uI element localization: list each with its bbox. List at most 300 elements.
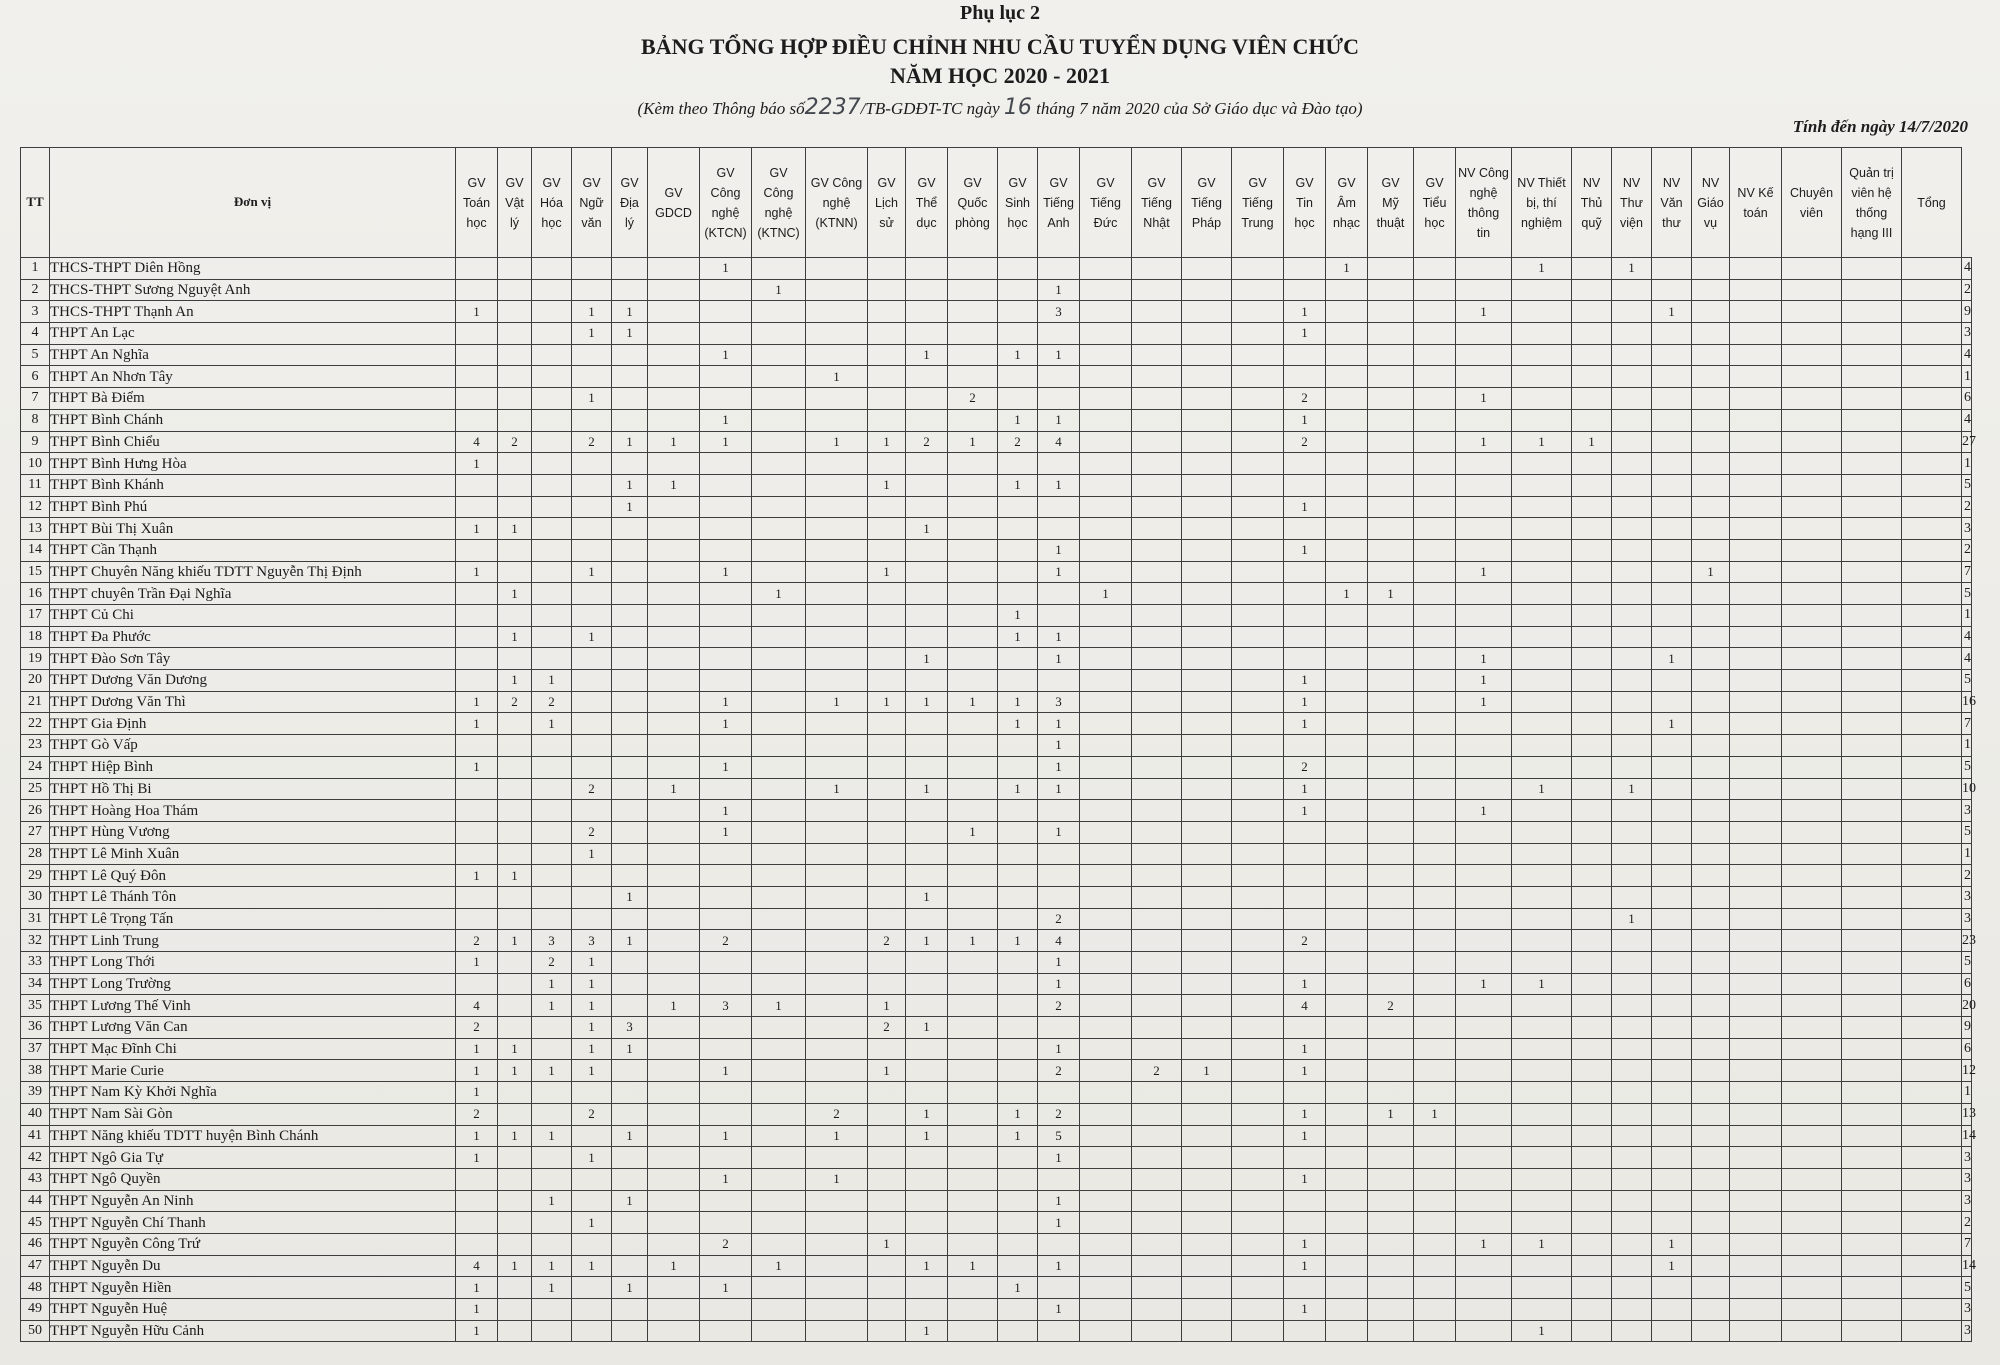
value-cell: 1 — [1368, 1103, 1414, 1125]
value-cell — [948, 453, 998, 475]
value-cell — [1326, 1147, 1368, 1169]
value-cell — [1132, 1038, 1182, 1060]
value-cell: 4 — [1038, 431, 1080, 453]
table-row — [21, 344, 1972, 366]
value-cell — [1612, 886, 1652, 908]
value-cell — [1902, 388, 1962, 410]
value-cell — [456, 626, 498, 648]
value-cell — [1414, 1147, 1456, 1169]
value-cell — [1572, 539, 1612, 561]
unit-name: THCS-THPT Sương Nguyệt Anh — [50, 279, 456, 301]
total-cell: 1 — [1962, 605, 1972, 627]
value-cell — [998, 821, 1038, 843]
unit-name: THPT Đa Phước — [50, 626, 456, 648]
value-cell — [1652, 626, 1692, 648]
value-cell — [456, 344, 498, 366]
value-cell — [1368, 756, 1414, 778]
value-cell — [700, 778, 752, 800]
value-cell — [1782, 1125, 1842, 1147]
value-cell: 1 — [1038, 344, 1080, 366]
value-cell — [1182, 626, 1232, 648]
value-cell — [1730, 821, 1782, 843]
value-cell — [648, 409, 700, 431]
value-cell — [648, 1320, 700, 1342]
value-cell — [1182, 1168, 1232, 1190]
value-cell — [806, 496, 868, 518]
value-cell — [1368, 648, 1414, 670]
value-cell — [700, 670, 752, 692]
value-cell — [1572, 1255, 1612, 1277]
handwritten-number: 2237 — [804, 95, 861, 120]
value-cell — [1080, 258, 1132, 280]
value-cell — [1572, 1320, 1612, 1342]
value-cell — [1326, 496, 1368, 518]
value-cell — [1572, 518, 1612, 540]
unit-name: THPT Chuyên Năng khiếu TDTT Nguyễn Thị Định — [50, 561, 456, 583]
value-cell — [806, 626, 868, 648]
unit-name: THPT An Lạc — [50, 323, 456, 345]
value-cell — [806, 1147, 868, 1169]
value-cell — [1692, 605, 1730, 627]
value-cell — [1080, 886, 1132, 908]
table-row — [21, 323, 1972, 345]
value-cell — [806, 605, 868, 627]
value-cell — [498, 474, 532, 496]
value-cell — [572, 258, 612, 280]
value-cell — [1652, 1038, 1692, 1060]
value-cell — [1842, 843, 1902, 865]
value-cell: 1 — [1038, 474, 1080, 496]
value-cell — [868, 258, 906, 280]
value-cell — [1782, 496, 1842, 518]
total-cell: 4 — [1962, 409, 1972, 431]
value-cell — [1456, 1255, 1512, 1277]
unit-name: THPT Bình Phú — [50, 496, 456, 518]
value-cell — [1782, 865, 1842, 887]
value-cell — [868, 1103, 906, 1125]
value-cell — [1232, 821, 1284, 843]
value-cell — [1368, 1038, 1414, 1060]
value-cell — [612, 995, 648, 1017]
value-cell: 1 — [1284, 1125, 1326, 1147]
value-cell — [1080, 1038, 1132, 1060]
value-cell — [532, 366, 572, 388]
value-cell — [1782, 279, 1842, 301]
row-number: 9 — [21, 431, 50, 453]
value-cell: 3 — [1038, 691, 1080, 713]
value-cell: 1 — [612, 431, 648, 453]
value-cell — [1232, 1147, 1284, 1169]
value-cell — [1456, 1082, 1512, 1104]
value-cell — [906, 1277, 948, 1299]
value-cell — [1782, 973, 1842, 995]
value-cell — [752, 1147, 806, 1169]
value-cell — [1414, 995, 1456, 1017]
value-cell: 1 — [1456, 561, 1512, 583]
row-number: 30 — [21, 886, 50, 908]
row-number: 20 — [21, 670, 50, 692]
value-cell — [1782, 518, 1842, 540]
value-cell — [1456, 930, 1512, 952]
total-cell: 3 — [1962, 800, 1972, 822]
note-text-1: (Kèm theo Thông báo số — [637, 99, 805, 118]
total-cell: 5 — [1962, 821, 1972, 843]
value-cell: 1 — [700, 821, 752, 843]
value-cell — [752, 1320, 806, 1342]
value-cell — [868, 865, 906, 887]
value-cell — [1730, 1320, 1782, 1342]
value-cell — [998, 1147, 1038, 1169]
value-cell: 2 — [532, 691, 572, 713]
value-cell — [1612, 691, 1652, 713]
value-cell — [498, 1212, 532, 1234]
column-header: GV Tiểu học — [1414, 148, 1456, 258]
value-cell — [806, 583, 868, 605]
value-cell: 1 — [1284, 1060, 1326, 1082]
value-cell — [1842, 626, 1902, 648]
value-cell — [648, 865, 700, 887]
value-cell — [998, 886, 1038, 908]
value-cell: 1 — [1456, 431, 1512, 453]
value-cell — [1080, 800, 1132, 822]
value-cell — [998, 388, 1038, 410]
value-cell: 1 — [1038, 952, 1080, 974]
value-cell — [1038, 605, 1080, 627]
value-cell — [532, 1320, 572, 1342]
value-cell — [1080, 344, 1132, 366]
unit-name: THPT An Nghĩa — [50, 344, 456, 366]
table-row — [21, 1255, 1972, 1277]
value-cell: 1 — [948, 821, 998, 843]
value-cell — [1414, 800, 1456, 822]
value-cell — [806, 301, 868, 323]
value-cell — [906, 1147, 948, 1169]
value-cell — [572, 1082, 612, 1104]
row-number: 27 — [21, 821, 50, 843]
value-cell: 1 — [498, 583, 532, 605]
value-cell — [1080, 995, 1132, 1017]
value-cell — [612, 952, 648, 974]
value-cell — [532, 1212, 572, 1234]
value-cell: 1 — [498, 865, 532, 887]
value-cell — [948, 908, 998, 930]
value-cell — [806, 713, 868, 735]
value-cell: 2 — [498, 691, 532, 713]
value-cell — [648, 539, 700, 561]
value-cell: 1 — [1038, 1190, 1080, 1212]
unit-name: THPT Ngô Quyền — [50, 1168, 456, 1190]
value-cell — [1692, 973, 1730, 995]
value-cell — [572, 1125, 612, 1147]
value-cell — [1038, 583, 1080, 605]
value-cell — [806, 539, 868, 561]
value-cell — [1512, 995, 1572, 1017]
value-cell — [752, 496, 806, 518]
value-cell — [906, 735, 948, 757]
value-cell — [1182, 1038, 1232, 1060]
value-cell: 1 — [572, 1255, 612, 1277]
value-cell — [1612, 1060, 1652, 1082]
value-cell — [1902, 1168, 1962, 1190]
value-cell — [1182, 691, 1232, 713]
value-cell — [998, 865, 1038, 887]
value-cell — [1612, 865, 1652, 887]
total-cell: 3 — [1962, 1147, 1972, 1169]
value-cell — [1414, 1017, 1456, 1039]
value-cell — [1456, 344, 1512, 366]
value-cell — [1572, 605, 1612, 627]
unit-name: THPT Hồ Thị Bi — [50, 778, 456, 800]
value-cell — [868, 518, 906, 540]
value-cell — [1902, 409, 1962, 431]
value-cell — [1132, 431, 1182, 453]
value-cell — [1512, 1168, 1572, 1190]
total-cell: 7 — [1962, 713, 1972, 735]
value-cell — [1182, 279, 1232, 301]
value-cell — [1414, 1125, 1456, 1147]
header-row — [21, 148, 1972, 258]
unit-name: THPT Long Thới — [50, 952, 456, 974]
unit-name: THPT Nguyễn An Ninh — [50, 1190, 456, 1212]
value-cell — [456, 366, 498, 388]
value-cell — [1284, 561, 1326, 583]
total-cell: 6 — [1962, 973, 1972, 995]
value-cell: 2 — [498, 431, 532, 453]
value-cell — [1182, 1103, 1232, 1125]
value-cell — [1038, 1017, 1080, 1039]
value-cell — [700, 583, 752, 605]
value-cell — [1232, 366, 1284, 388]
value-cell — [1368, 670, 1414, 692]
value-cell — [1692, 756, 1730, 778]
document-title: BẢNG TỔNG HỢP ĐIỀU CHỈNH NHU CẦU TUYỂN DỤNG VIÊN CHỨC — [641, 34, 1359, 59]
value-cell — [1080, 518, 1132, 540]
value-cell — [1512, 626, 1572, 648]
value-cell — [1782, 258, 1842, 280]
value-cell — [572, 279, 612, 301]
value-cell — [1612, 1255, 1652, 1277]
unit-name: THPT Marie Curie — [50, 1060, 456, 1082]
value-cell — [1456, 366, 1512, 388]
row-number: 16 — [21, 583, 50, 605]
value-cell: 1 — [1456, 1233, 1512, 1255]
value-cell — [1842, 1255, 1902, 1277]
value-cell — [1132, 843, 1182, 865]
value-cell — [1652, 431, 1692, 453]
value-cell — [1692, 930, 1730, 952]
value-cell — [1368, 713, 1414, 735]
unit-name: THCS-THPT Thạnh An — [50, 301, 456, 323]
column-header: NV Văn thư — [1652, 148, 1692, 258]
value-cell — [806, 561, 868, 583]
value-cell — [1842, 1082, 1902, 1104]
value-cell — [1038, 886, 1080, 908]
value-cell — [1232, 496, 1284, 518]
value-cell — [1284, 1082, 1326, 1104]
value-cell — [1730, 886, 1782, 908]
value-cell — [1572, 930, 1612, 952]
value-cell — [1326, 713, 1368, 735]
value-cell — [572, 1233, 612, 1255]
value-cell — [1414, 583, 1456, 605]
value-cell — [648, 388, 700, 410]
value-cell — [1232, 1320, 1284, 1342]
value-cell — [456, 778, 498, 800]
value-cell — [1730, 713, 1782, 735]
row-number: 32 — [21, 930, 50, 952]
value-cell — [1132, 496, 1182, 518]
column-header: GV Ngữ văn — [572, 148, 612, 258]
value-cell: 1 — [1284, 691, 1326, 713]
value-cell — [1572, 1147, 1612, 1169]
value-cell: 1 — [700, 691, 752, 713]
value-cell — [1692, 1299, 1730, 1321]
row-number: 8 — [21, 409, 50, 431]
value-cell — [1842, 800, 1902, 822]
row-number: 31 — [21, 908, 50, 930]
value-cell: 1 — [572, 1060, 612, 1082]
unit-name: THPT Lê Trọng Tấn — [50, 908, 456, 930]
value-cell — [700, 1082, 752, 1104]
value-cell: 1 — [456, 952, 498, 974]
value-cell — [1730, 778, 1782, 800]
value-cell — [1080, 605, 1132, 627]
value-cell — [906, 279, 948, 301]
value-cell — [1842, 1277, 1902, 1299]
value-cell — [752, 1233, 806, 1255]
value-cell: 1 — [532, 973, 572, 995]
value-cell — [1902, 865, 1962, 887]
value-cell — [806, 474, 868, 496]
table-row — [21, 735, 1972, 757]
value-cell — [1842, 474, 1902, 496]
value-cell — [1182, 605, 1232, 627]
value-cell — [1232, 323, 1284, 345]
value-cell — [700, 626, 752, 648]
value-cell — [1080, 1320, 1132, 1342]
value-cell — [1368, 1277, 1414, 1299]
value-cell — [1612, 1147, 1652, 1169]
value-cell — [752, 735, 806, 757]
value-cell — [868, 366, 906, 388]
value-cell — [948, 258, 998, 280]
value-cell — [1692, 1103, 1730, 1125]
value-cell — [1368, 626, 1414, 648]
value-cell — [1132, 952, 1182, 974]
value-cell — [456, 973, 498, 995]
value-cell — [1414, 1233, 1456, 1255]
value-cell — [648, 821, 700, 843]
value-cell — [1182, 453, 1232, 475]
value-cell: 1 — [752, 279, 806, 301]
value-cell — [700, 366, 752, 388]
value-cell — [498, 344, 532, 366]
column-header: GV Âm nhạc — [1326, 148, 1368, 258]
table-row — [21, 518, 1972, 540]
table-row — [21, 886, 1972, 908]
value-cell — [1842, 648, 1902, 670]
value-cell — [1232, 258, 1284, 280]
column-header: Quản trị viên hệ thống hạng III — [1842, 148, 1902, 258]
value-cell: 1 — [648, 1255, 700, 1277]
value-cell — [1326, 1212, 1368, 1234]
value-cell — [1232, 431, 1284, 453]
value-cell — [1368, 496, 1414, 518]
value-cell — [1782, 670, 1842, 692]
column-header: GV Tiếng Trung — [1232, 148, 1284, 258]
value-cell: 1 — [572, 843, 612, 865]
value-cell — [868, 496, 906, 518]
value-cell — [532, 648, 572, 670]
value-cell — [1182, 388, 1232, 410]
value-cell: 1 — [456, 865, 498, 887]
value-cell — [1038, 865, 1080, 887]
value-cell — [806, 648, 868, 670]
value-cell — [1730, 843, 1782, 865]
total-cell: 9 — [1962, 1017, 1972, 1039]
value-cell — [998, 908, 1038, 930]
value-cell — [648, 366, 700, 388]
value-cell — [948, 778, 998, 800]
value-cell — [1132, 778, 1182, 800]
value-cell: 1 — [456, 756, 498, 778]
value-cell — [1902, 1190, 1962, 1212]
value-cell — [532, 735, 572, 757]
value-cell — [1326, 279, 1368, 301]
row-number: 14 — [21, 539, 50, 561]
unit-name: THPT Lê Thánh Tôn — [50, 886, 456, 908]
value-cell: 1 — [806, 1125, 868, 1147]
value-cell — [648, 344, 700, 366]
value-cell — [998, 670, 1038, 692]
value-cell — [1782, 323, 1842, 345]
value-cell — [806, 1212, 868, 1234]
value-cell — [498, 952, 532, 974]
value-cell — [1572, 713, 1612, 735]
column-header: GV Toán học — [456, 148, 498, 258]
value-cell — [1692, 1190, 1730, 1212]
value-cell — [700, 1103, 752, 1125]
value-cell — [700, 865, 752, 887]
value-cell — [1368, 366, 1414, 388]
value-cell — [1326, 821, 1368, 843]
value-cell — [1572, 1125, 1612, 1147]
value-cell — [648, 301, 700, 323]
value-cell — [456, 1212, 498, 1234]
value-cell — [752, 344, 806, 366]
value-cell: 1 — [998, 409, 1038, 431]
value-cell — [1182, 1299, 1232, 1321]
unit-name: THPT Nguyễn Chí Thanh — [50, 1212, 456, 1234]
value-cell — [1132, 930, 1182, 952]
value-cell — [1368, 800, 1414, 822]
value-cell — [1692, 1147, 1730, 1169]
value-cell — [906, 605, 948, 627]
value-cell — [532, 496, 572, 518]
value-cell: 2 — [1284, 756, 1326, 778]
value-cell — [1414, 952, 1456, 974]
value-cell — [700, 605, 752, 627]
value-cell: 1 — [1284, 1168, 1326, 1190]
value-cell — [498, 1082, 532, 1104]
value-cell — [1232, 800, 1284, 822]
unit-name: THPT Nguyễn Hiền — [50, 1277, 456, 1299]
table-row — [21, 279, 1972, 301]
value-cell — [532, 583, 572, 605]
value-cell — [1326, 1255, 1368, 1277]
value-cell — [532, 258, 572, 280]
total-cell: 4 — [1962, 626, 1972, 648]
